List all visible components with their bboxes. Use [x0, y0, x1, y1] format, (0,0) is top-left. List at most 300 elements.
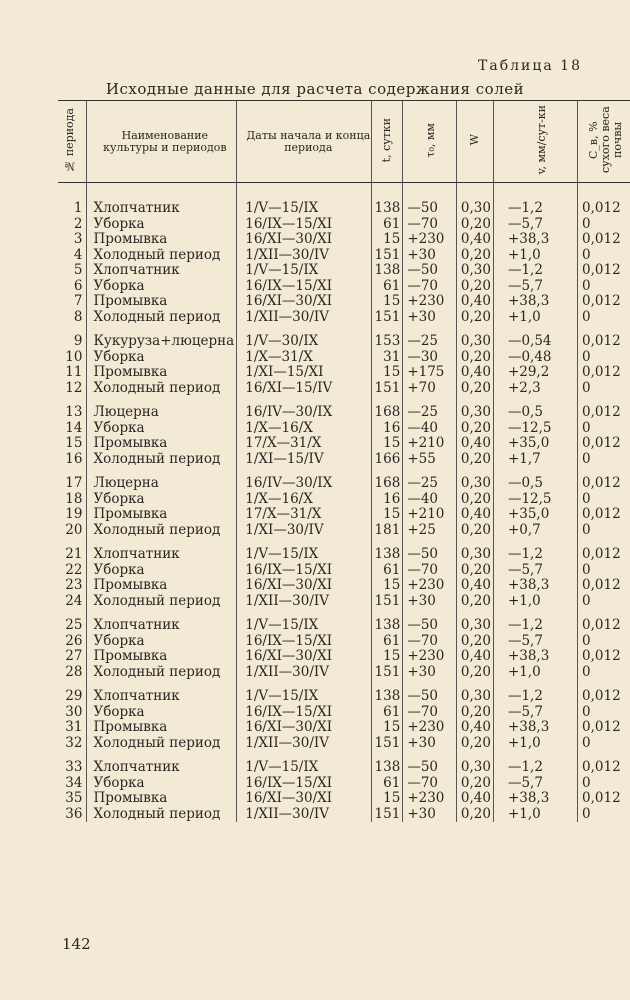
period-name-cell: Хлопчатник	[87, 201, 237, 217]
v-value-cell: +1,7	[493, 452, 577, 468]
table-row	[58, 705, 630, 721]
v-value-cell: +35,0	[493, 507, 577, 523]
w-value-cell: 0,30	[456, 467, 493, 492]
period-dates-cell: 1/XI—30/IV	[237, 523, 372, 539]
c-value-cell: 0,012	[578, 751, 630, 776]
period-name-cell: Уборка	[87, 279, 237, 295]
period-number-cell: 7	[73, 293, 83, 309]
period-number-cell: 1	[73, 200, 83, 216]
duration-days-cell: 181	[372, 523, 403, 539]
w-value-cell: 0,20	[456, 279, 493, 295]
duration-days-cell: 138	[372, 609, 403, 634]
v-value-cell: +1,0	[493, 807, 577, 823]
col-header-dates: Даты начала и конца периода	[237, 101, 372, 183]
c-value-cell: 0,012	[578, 680, 630, 705]
period-dates-cell: 1/XII—30/IV	[237, 736, 372, 752]
tau-value-cell: +230	[403, 294, 456, 310]
tau-value-cell: +30	[403, 665, 456, 681]
w-value-cell: 0,20	[456, 807, 493, 823]
data-table	[58, 100, 630, 822]
period-name-cell: Холодный период	[87, 310, 237, 326]
period-name-cell: Хлопчатник	[87, 538, 237, 563]
period-name-cell: Промывка	[87, 507, 237, 523]
c-value-cell: 0,012	[578, 325, 630, 350]
period-number-cell: 9	[73, 333, 83, 349]
w-value-cell: 0,40	[456, 578, 493, 594]
period-name-cell: Уборка	[87, 705, 237, 721]
c-value-cell: 0	[578, 452, 630, 468]
table-row	[58, 452, 630, 468]
w-value-cell: 0,20	[456, 217, 493, 233]
period-name-cell: Хлопчатник	[87, 263, 237, 279]
period-number-cell: 27	[65, 648, 83, 664]
v-value-cell: —5,7	[493, 279, 577, 295]
v-value-cell: —0,48	[493, 350, 577, 366]
c-value-cell: 0	[578, 523, 630, 539]
tau-value-cell: +175	[403, 365, 456, 381]
period-name-cell: Промывка	[87, 365, 237, 381]
period-name-cell: Хлопчатник	[87, 751, 237, 776]
w-value-cell: 0,20	[456, 248, 493, 264]
v-value-cell: —0,54	[493, 325, 577, 350]
table-row	[58, 751, 630, 776]
period-number-cell: 25	[65, 617, 83, 633]
duration-days-cell: 138	[372, 751, 403, 776]
period-number-cell: 20	[65, 521, 83, 538]
tau-value-cell: +70	[403, 381, 456, 397]
period-number-cell: 33	[65, 759, 83, 775]
tau-value-cell: —50	[403, 609, 456, 634]
w-value-cell: 0,20	[456, 736, 493, 752]
tau-value-cell: +210	[403, 507, 456, 523]
tau-value-cell: —25	[403, 325, 456, 350]
period-dates-cell: 16/IX—15/XI	[237, 776, 372, 792]
period-dates-cell: 1/V—15/IX	[237, 538, 372, 563]
v-value-cell: +2,3	[493, 381, 577, 397]
c-value-cell: 0	[578, 248, 630, 264]
period-name-cell: Уборка	[87, 421, 237, 437]
period-dates-cell: 16/XI—30/XI	[237, 232, 372, 248]
table-spacer-row	[58, 183, 630, 202]
period-number-cell: 16	[65, 450, 83, 467]
tau-value-cell: —50	[403, 751, 456, 776]
period-name-cell: Промывка	[87, 436, 237, 452]
tau-value-cell: +30	[403, 807, 456, 823]
duration-days-cell: 61	[372, 776, 403, 792]
col-header-tau: τ₀, мм	[403, 101, 456, 183]
w-value-cell: 0,20	[456, 665, 493, 681]
period-number-cell: 23	[65, 577, 83, 593]
period-dates-cell: 1/V—30/IX	[237, 325, 372, 350]
c-value-cell: 0	[578, 421, 630, 437]
v-value-cell: +38,3	[493, 791, 577, 807]
c-value-cell: 0	[578, 807, 630, 823]
c-value-cell: 0	[578, 310, 630, 326]
duration-days-cell: 138	[372, 201, 403, 217]
period-number-cell: 35	[65, 790, 83, 806]
w-value-cell: 0,20	[456, 594, 493, 610]
period-number-cell: 6	[73, 277, 83, 294]
table-row	[58, 294, 630, 310]
v-value-cell: —0,5	[493, 396, 577, 421]
period-dates-cell: 16/IX—15/XI	[237, 563, 372, 579]
period-number-cell: 28	[65, 663, 83, 680]
duration-days-cell: 16	[372, 492, 403, 508]
period-name-cell: Промывка	[87, 791, 237, 807]
tau-value-cell: +25	[403, 523, 456, 539]
period-dates-cell: 1/X—16/X	[237, 492, 372, 508]
period-name-cell: Холодный период	[87, 594, 237, 610]
duration-days-cell: 151	[372, 594, 403, 610]
tau-value-cell: —50	[403, 538, 456, 563]
duration-days-cell: 61	[372, 563, 403, 579]
duration-days-cell: 31	[372, 350, 403, 366]
w-value-cell: 0,20	[456, 523, 493, 539]
c-value-cell: 0	[578, 350, 630, 366]
period-dates-cell: 16/IX—15/XI	[237, 217, 372, 233]
period-dates-cell: 1/V—15/IX	[237, 680, 372, 705]
tau-value-cell: +210	[403, 436, 456, 452]
tau-value-cell: +230	[403, 649, 456, 665]
period-number-cell: 30	[65, 703, 83, 720]
v-value-cell: —5,7	[493, 217, 577, 233]
c-value-cell: 0	[578, 665, 630, 681]
duration-days-cell: 15	[372, 365, 403, 381]
period-dates-cell: 1/XII—30/IV	[237, 248, 372, 264]
table-row	[58, 538, 630, 563]
period-name-cell: Уборка	[87, 350, 237, 366]
v-value-cell: —1,2	[493, 609, 577, 634]
period-name-cell: Уборка	[87, 776, 237, 792]
w-value-cell: 0,30	[456, 396, 493, 421]
c-value-cell: 0	[578, 776, 630, 792]
table-row	[58, 467, 630, 492]
c-value-cell: 0	[578, 563, 630, 579]
period-dates-cell: 16/XI—30/XI	[237, 791, 372, 807]
duration-days-cell: 15	[372, 232, 403, 248]
table-row	[58, 381, 630, 397]
c-value-cell: 0	[578, 381, 630, 397]
table-row	[58, 201, 630, 217]
table-row	[58, 310, 630, 326]
duration-days-cell: 15	[372, 649, 403, 665]
col-header-t: t, сутки	[372, 101, 403, 183]
v-value-cell: —5,7	[493, 705, 577, 721]
tau-value-cell: —30	[403, 350, 456, 366]
v-value-cell: +1,0	[493, 248, 577, 264]
w-value-cell: 0,30	[456, 538, 493, 563]
w-value-cell: 0,20	[456, 776, 493, 792]
duration-days-cell: 166	[372, 452, 403, 468]
period-number-cell: 17	[65, 475, 83, 491]
c-value-cell: 0,012	[578, 294, 630, 310]
tau-value-cell: +30	[403, 594, 456, 610]
duration-days-cell: 151	[372, 736, 403, 752]
w-value-cell: 0,40	[456, 365, 493, 381]
period-dates-cell: 16/IV—30/IX	[237, 396, 372, 421]
period-name-cell: Уборка	[87, 492, 237, 508]
table-row	[58, 578, 630, 594]
period-name-cell: Кукуруза+люцерна	[87, 325, 237, 350]
c-value-cell: 0,012	[578, 507, 630, 523]
period-dates-cell: 17/X—31/X	[237, 436, 372, 452]
c-value-cell: 0	[578, 492, 630, 508]
c-value-cell: 0,012	[578, 232, 630, 248]
period-number-cell: 32	[65, 734, 83, 751]
tau-value-cell: +30	[403, 736, 456, 752]
period-name-cell: Хлопчатник	[87, 680, 237, 705]
period-number-cell: 2	[73, 215, 83, 232]
table-row	[58, 421, 630, 437]
period-dates-cell: 16/IX—15/XI	[237, 634, 372, 650]
c-value-cell: 0,012	[578, 649, 630, 665]
tau-value-cell: —25	[403, 396, 456, 421]
duration-days-cell: 15	[372, 507, 403, 523]
table-row	[58, 507, 630, 523]
col-header-w: W	[456, 101, 493, 183]
duration-days-cell: 15	[372, 578, 403, 594]
c-value-cell: 0	[578, 634, 630, 650]
tau-value-cell: —50	[403, 680, 456, 705]
c-value-cell: 0,012	[578, 436, 630, 452]
v-value-cell: +38,3	[493, 649, 577, 665]
period-dates-cell: 1/XI—15/XI	[237, 365, 372, 381]
w-value-cell: 0,30	[456, 263, 493, 279]
c-value-cell: 0,012	[578, 396, 630, 421]
period-number-cell: 12	[65, 379, 83, 396]
tau-value-cell: —70	[403, 776, 456, 792]
c-value-cell: 0,012	[578, 720, 630, 736]
tau-value-cell: —50	[403, 201, 456, 217]
period-number-cell: 34	[65, 774, 83, 791]
period-number-cell: 31	[65, 719, 83, 735]
c-value-cell: 0,012	[578, 538, 630, 563]
c-value-cell: 0	[578, 279, 630, 295]
c-value-cell: 0,012	[578, 791, 630, 807]
w-value-cell: 0,20	[456, 452, 493, 468]
period-name-cell: Уборка	[87, 217, 237, 233]
w-value-cell: 0,30	[456, 609, 493, 634]
period-dates-cell: 17/X—31/X	[237, 507, 372, 523]
v-value-cell: —1,2	[493, 538, 577, 563]
v-value-cell: +0,7	[493, 523, 577, 539]
table-label: Таблица 18	[478, 58, 582, 74]
tau-value-cell: +30	[403, 248, 456, 264]
duration-days-cell: 15	[372, 791, 403, 807]
tau-value-cell: —70	[403, 279, 456, 295]
period-name-cell: Промывка	[87, 578, 237, 594]
duration-days-cell: 151	[372, 248, 403, 264]
tau-value-cell: —70	[403, 705, 456, 721]
table-row	[58, 396, 630, 421]
table-row	[58, 680, 630, 705]
period-dates-cell: 1/V—15/IX	[237, 609, 372, 634]
w-value-cell: 0,40	[456, 232, 493, 248]
period-number-cell: 18	[65, 490, 83, 507]
table-row	[58, 807, 630, 823]
table-row	[58, 563, 630, 579]
duration-days-cell: 138	[372, 263, 403, 279]
period-dates-cell: 1/V—15/IX	[237, 201, 372, 217]
table-title: Исходные данные для расчета содержания солей	[105, 80, 525, 98]
table-header-row	[58, 101, 630, 183]
period-number-cell: 22	[65, 561, 83, 578]
duration-days-cell: 151	[372, 807, 403, 823]
table-row	[58, 325, 630, 350]
c-value-cell: 0,012	[578, 578, 630, 594]
tau-value-cell: +230	[403, 720, 456, 736]
tau-value-cell: —70	[403, 563, 456, 579]
period-name-cell: Холодный период	[87, 248, 237, 264]
period-number-cell: 5	[73, 262, 83, 278]
col-header-v: v, мм/сут-ки	[493, 101, 577, 183]
table-row	[58, 594, 630, 610]
c-value-cell: 0,012	[578, 263, 630, 279]
v-value-cell: —12,5	[493, 492, 577, 508]
tau-value-cell: +30	[403, 310, 456, 326]
tau-value-cell: +230	[403, 232, 456, 248]
v-value-cell: —1,2	[493, 201, 577, 217]
table-row	[58, 350, 630, 366]
table-row	[58, 263, 630, 279]
v-value-cell: —5,7	[493, 776, 577, 792]
period-dates-cell: 16/XI—30/XI	[237, 578, 372, 594]
period-number-cell: 8	[73, 308, 83, 325]
col-header-name: Наименование культуры и периодов	[87, 101, 237, 183]
table-row	[58, 436, 630, 452]
period-name-cell: Уборка	[87, 563, 237, 579]
v-value-cell: +1,0	[493, 594, 577, 610]
c-value-cell: 0,012	[578, 467, 630, 492]
c-value-cell: 0	[578, 594, 630, 610]
period-name-cell: Промывка	[87, 294, 237, 310]
period-dates-cell: 16/IX—15/XI	[237, 705, 372, 721]
tau-value-cell: —40	[403, 492, 456, 508]
v-value-cell: —1,2	[493, 263, 577, 279]
table-row	[58, 217, 630, 233]
tau-value-cell: +55	[403, 452, 456, 468]
period-number-cell: 14	[65, 419, 83, 436]
table-row	[58, 365, 630, 381]
w-value-cell: 0,20	[456, 492, 493, 508]
v-value-cell: +38,3	[493, 294, 577, 310]
period-name-cell: Люцерна	[87, 467, 237, 492]
period-dates-cell: 1/XI—15/IV	[237, 452, 372, 468]
table-row	[58, 248, 630, 264]
duration-days-cell: 16	[372, 421, 403, 437]
v-value-cell: —1,2	[493, 751, 577, 776]
tau-value-cell: +230	[403, 578, 456, 594]
period-number-cell: 26	[65, 632, 83, 649]
table-row	[58, 523, 630, 539]
table-row	[58, 232, 630, 248]
period-name-cell: Холодный период	[87, 381, 237, 397]
w-value-cell: 0,20	[456, 634, 493, 650]
w-value-cell: 0,20	[456, 421, 493, 437]
period-name-cell: Хлопчатник	[87, 609, 237, 634]
tau-value-cell: +230	[403, 791, 456, 807]
c-value-cell: 0	[578, 736, 630, 752]
c-value-cell: 0,012	[578, 201, 630, 217]
table-row	[58, 720, 630, 736]
w-value-cell: 0,30	[456, 680, 493, 705]
period-dates-cell: 1/V—15/IX	[237, 751, 372, 776]
duration-days-cell: 61	[372, 217, 403, 233]
period-name-cell: Промывка	[87, 232, 237, 248]
period-dates-cell: 16/XI—15/IV	[237, 381, 372, 397]
period-dates-cell: 16/XI—30/XI	[237, 294, 372, 310]
period-dates-cell: 1/XII—30/IV	[237, 807, 372, 823]
v-value-cell: +38,3	[493, 232, 577, 248]
v-value-cell: +38,3	[493, 578, 577, 594]
period-dates-cell: 1/X—16/X	[237, 421, 372, 437]
c-value-cell: 0	[578, 705, 630, 721]
period-number-cell: 19	[65, 506, 83, 522]
duration-days-cell: 151	[372, 310, 403, 326]
duration-days-cell: 61	[372, 705, 403, 721]
period-number-cell: 21	[65, 546, 83, 562]
period-name-cell: Холодный период	[87, 523, 237, 539]
period-number-cell: 11	[65, 364, 83, 380]
duration-days-cell: 138	[372, 538, 403, 563]
w-value-cell: 0,20	[456, 310, 493, 326]
period-name-cell: Уборка	[87, 634, 237, 650]
period-dates-cell: 16/XI—30/XI	[237, 649, 372, 665]
period-dates-cell: 16/XI—30/XI	[237, 720, 372, 736]
table-row	[58, 736, 630, 752]
w-value-cell: 0,30	[456, 751, 493, 776]
duration-days-cell: 15	[372, 720, 403, 736]
period-name-cell: Холодный период	[87, 665, 237, 681]
period-number-cell: 10	[65, 348, 83, 365]
w-value-cell: 0,40	[456, 720, 493, 736]
duration-days-cell: 138	[372, 680, 403, 705]
duration-days-cell: 151	[372, 381, 403, 397]
v-value-cell: —0,5	[493, 467, 577, 492]
duration-days-cell: 151	[372, 665, 403, 681]
v-value-cell: —5,7	[493, 563, 577, 579]
v-value-cell: +1,0	[493, 736, 577, 752]
v-value-cell: +1,0	[493, 310, 577, 326]
v-value-cell: +29,2	[493, 365, 577, 381]
duration-days-cell: 15	[372, 294, 403, 310]
period-number-cell: 36	[65, 805, 83, 822]
c-value-cell: 0,012	[578, 365, 630, 381]
c-value-cell: 0,012	[578, 609, 630, 634]
w-value-cell: 0,40	[456, 436, 493, 452]
table-row	[58, 665, 630, 681]
table-row	[58, 649, 630, 665]
period-dates-cell: 1/V—15/IX	[237, 263, 372, 279]
w-value-cell: 0,40	[456, 507, 493, 523]
table-row	[58, 776, 630, 792]
period-name-cell: Холодный период	[87, 736, 237, 752]
tau-value-cell: —70	[403, 634, 456, 650]
period-number-cell: 13	[65, 404, 83, 420]
period-number-cell: 4	[73, 246, 83, 263]
duration-days-cell: 168	[372, 467, 403, 492]
period-number-cell: 29	[65, 688, 83, 704]
w-value-cell: 0,40	[456, 791, 493, 807]
period-dates-cell: 1/X—31/X	[237, 350, 372, 366]
duration-days-cell: 168	[372, 396, 403, 421]
period-name-cell: Люцерна	[87, 396, 237, 421]
col-header-period-number: № периода	[58, 101, 87, 183]
period-dates-cell: 16/IV—30/IX	[237, 467, 372, 492]
table-row	[58, 791, 630, 807]
w-value-cell: 0,40	[456, 294, 493, 310]
v-value-cell: +1,0	[493, 665, 577, 681]
